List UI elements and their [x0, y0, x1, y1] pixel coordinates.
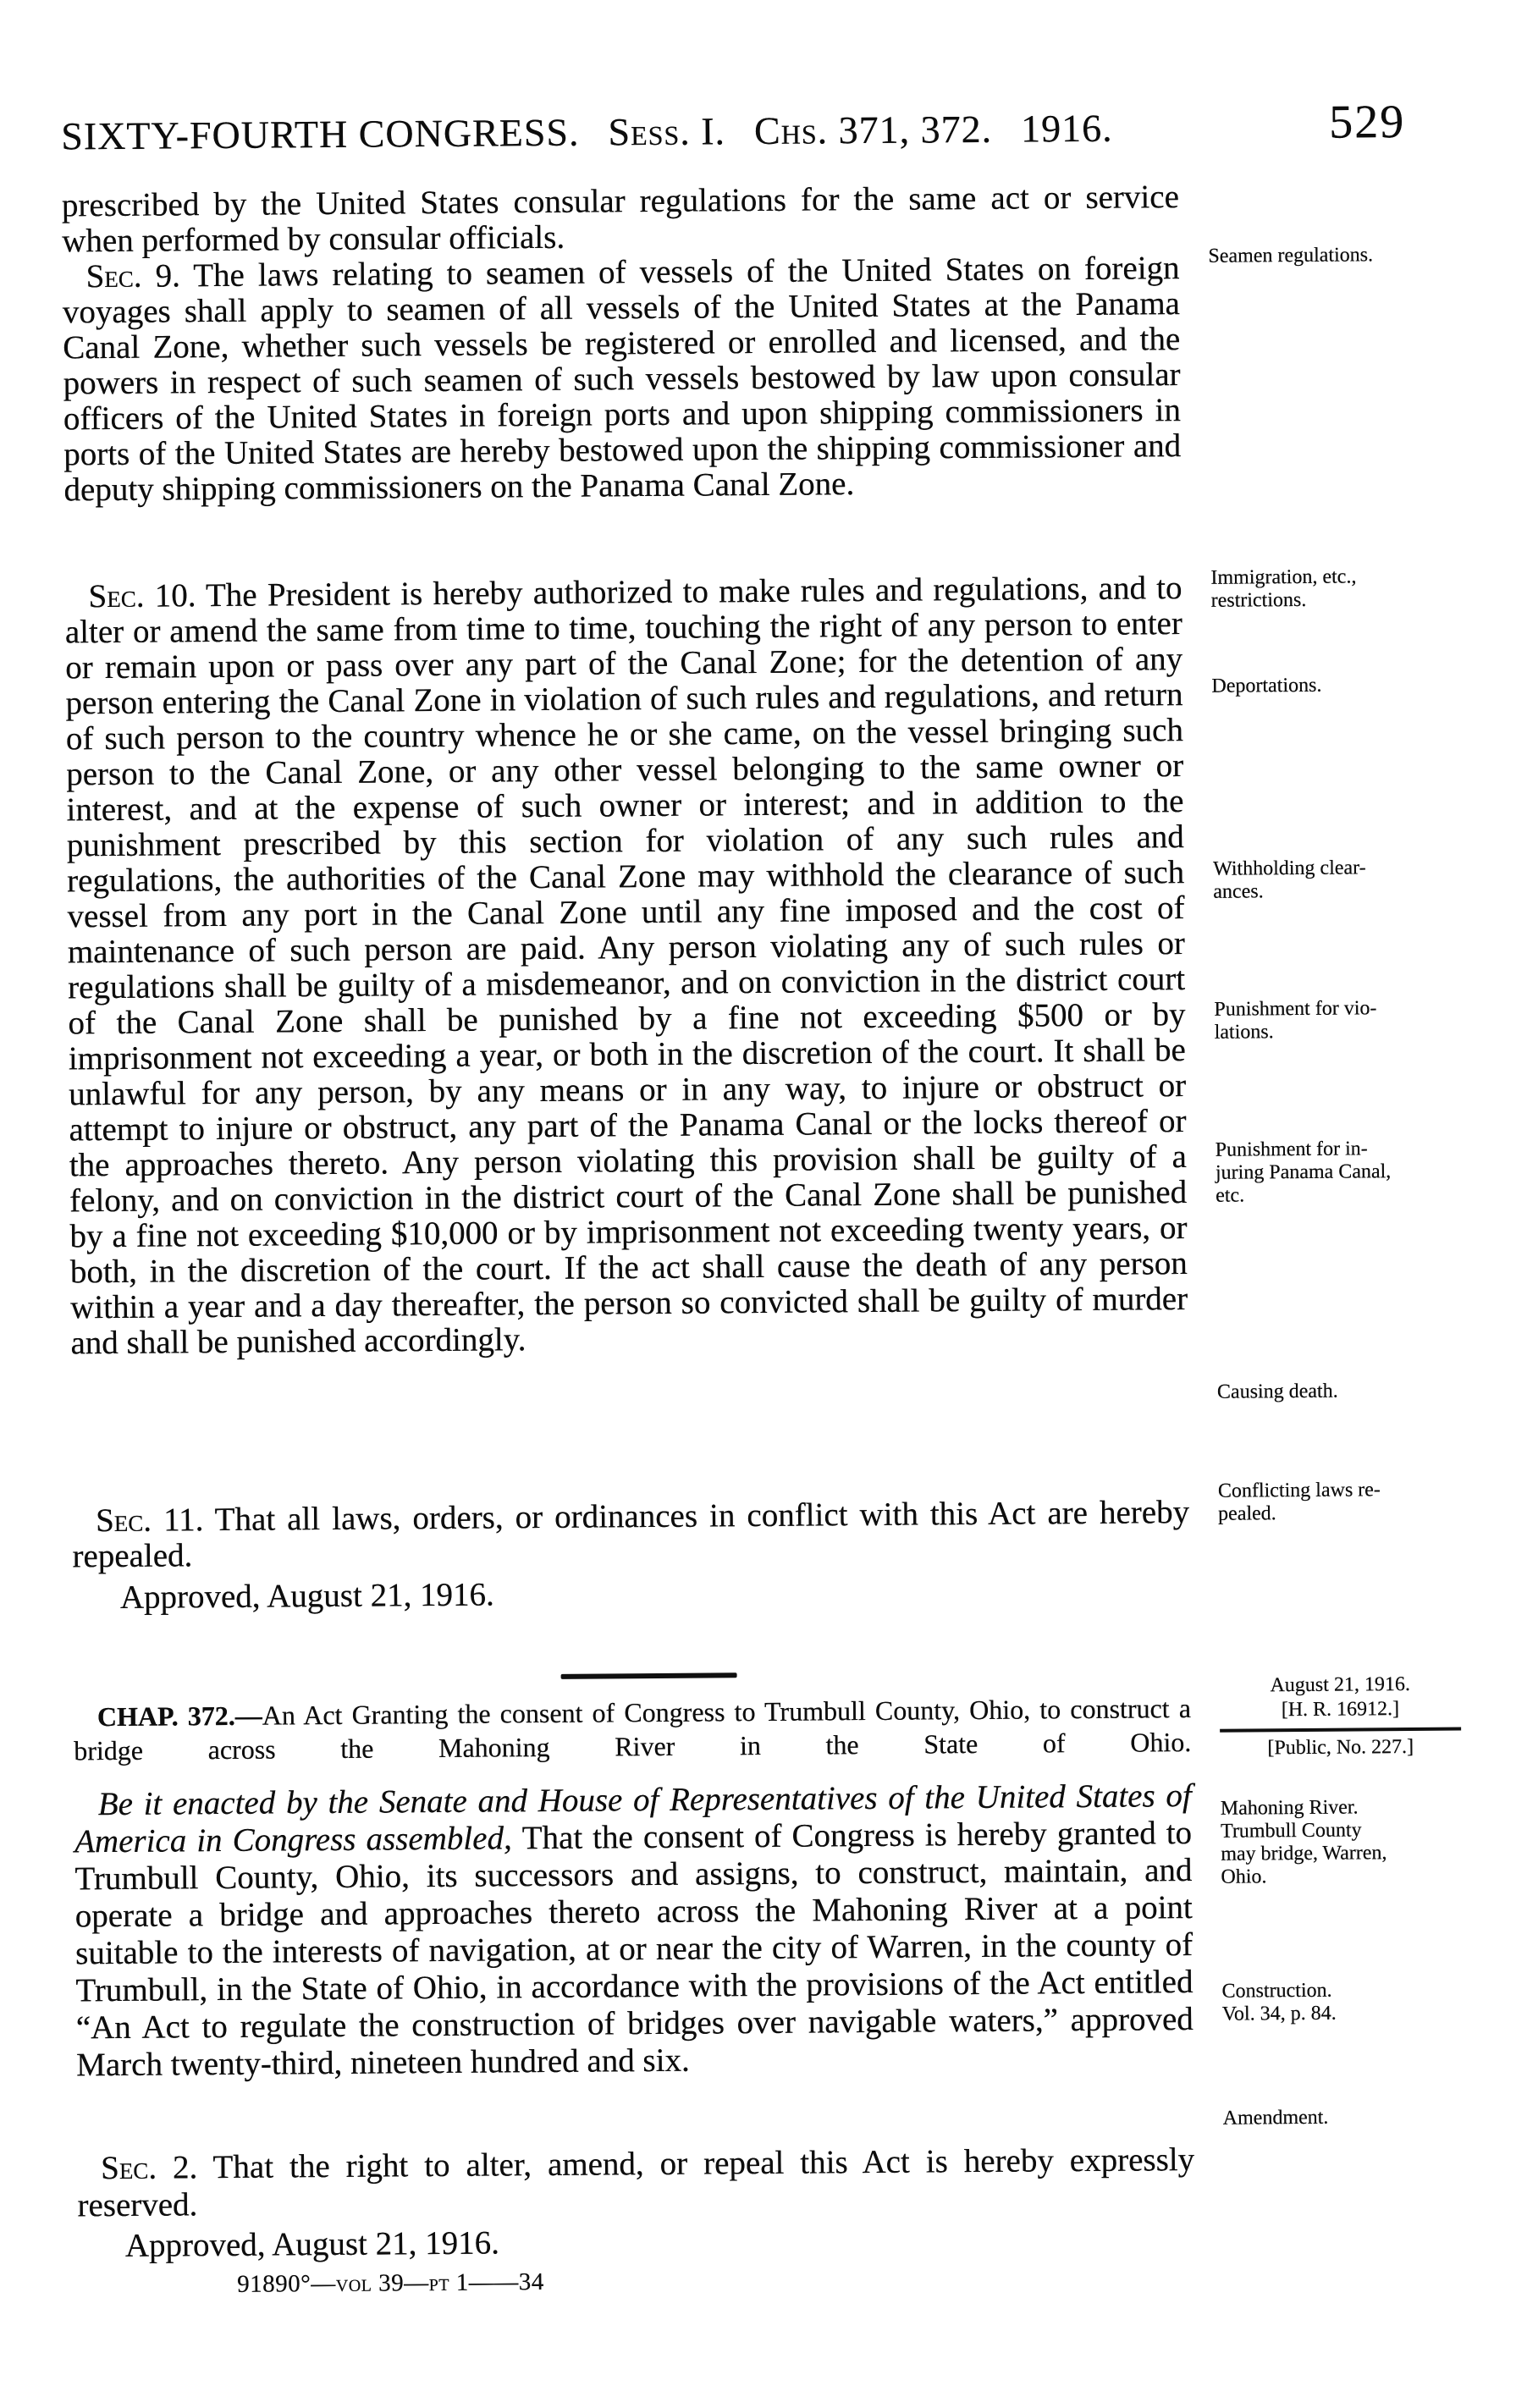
text-run: That the consent of Congress is hereby granted to Trumbull County, Ohio, its successors and assigns, to construct, maintain, and operate a bridge and approaches thereto across the Mahoning River at a point suitable to the interests of navigation, at or near the city of Warren, in the county of Trumbull, in the State of Ohio, in accordance with the provisions of the Act entitled “An Act to regulate the construction of bridges over navigable waters,” approved March twenty-third, nineteen hundred and six.	[74, 1815, 1194, 2084]
paragraph	[77, 2141, 1195, 2224]
margin-note-line: Withholding clear-	[1213, 857, 1366, 880]
margin-note-line: lations.	[1214, 1021, 1274, 1044]
margin-note-line: Trumbull County	[1220, 1819, 1362, 1843]
text-run: Sess. I.	[608, 109, 726, 154]
margin-note	[1221, 1978, 1463, 2025]
paragraph	[78, 2219, 1195, 2265]
margin-note-line: Amendment.	[1222, 2106, 1329, 2130]
margin-note-line: Causing death.	[1216, 1380, 1338, 1403]
text-run: 2. That the right to alter, amend, or repeal this Act is hereby expressly reserved.	[77, 2141, 1195, 2224]
margin-note-line: Deportations.	[1211, 674, 1322, 697]
text-run: Sec.	[85, 257, 142, 295]
text-run: 1——34	[449, 2268, 544, 2296]
margin-note-line: restrictions.	[1210, 588, 1307, 612]
text-run: SIXTY-FOURTH CONGRESS.	[61, 110, 580, 158]
text-run: Approved, August 21, 1916.	[119, 1576, 495, 1616]
approval-date: August 21, 1916.	[1270, 1672, 1410, 1697]
text-run: 9. The laws relating to seamen of vessels of the United States on foreign voyages shall apply to seamen of all vessels of the United States at the Panama Canal Zone, whether such vessels be registered or enrolled and licensed, and the powers in respect of such seamen of such vessels bestowed by law upon consular officers of the United States in foreign ports and upon shipping commissioners in ports of the United States are hereby bestowed upon the shipping commissioner and deputy shipping commissioners on the Panama Canal Zone.	[62, 250, 1182, 509]
margin-note	[1223, 2105, 1464, 2130]
public-number: [Public, No. 227.]	[1267, 1735, 1414, 1760]
margin-note-line: may bridge, Warren,	[1221, 1842, 1387, 1865]
text-run: Sec.	[100, 2149, 157, 2187]
margin-note-line: Vol. 34, p. 84.	[1221, 2002, 1337, 2025]
paragraph	[74, 1777, 1194, 2084]
text-run: 11. That all laws, orders, or ordinances in conflict with this Act are hereby repealed.	[72, 1494, 1190, 1575]
text-run: Sec.	[95, 1502, 152, 1540]
margin-note-line: Punishment for vio-	[1214, 997, 1377, 1021]
text-run: 10. The President is hereby authorized to make rules and regulations, and to alter or amend the same from time to time, touching the right of any person to enter or remain upon or pass over any part of the Canal Zone; for the detention of any person entering the Canal Zone in violation of such rules and regulations, and return of such person to the country whence he or she came, on the vessel bringing such person to the Canal Zone, or any other vessel belonging to the same owner or interest, and at the expense of such owner or interest; and in addition to the punishment prescribed by this section for violation of any such rules and regulations, the authorities of the Canal Zone may withhold the clearance of such vessel from any port in the Canal Zone until any fine imposed and the cost of maintenance of such person are paid. Any person violating any of such rules or regulations shall be guilty of a misdemeanor, and on conviction in the district court of the Canal Zone shall be punished by a fine not exceeding $500 or by imprisonment not exceeding a year, or both in the discretion of the court. It shall be unlawful for any person, by any means or in any way, to injure or obstruct or attempt to injure or obstruct, any part of the Panama Canal or the locks thereof or the approaches thereto. Any person violating this provision shall be guilty of a felony, and on conviction in the district court of the Canal Zone shall be punished by a fine not exceeding $10,000 or by imprisonment not exceeding twenty years, or both, in the discretion of the court. If the act shall cause the death of any person within a year and a day thereafter, the person so convicted shall be guilty of murder and shall be punished accordingly.	[64, 570, 1188, 1362]
text-run: Sec.	[88, 577, 145, 615]
margin-note-line: Construction.	[1221, 1979, 1332, 2003]
text-run: An Act Granting the consent of Congress to Trumbull County, Ohio, to construct a bridge across the Mahoning River in the State of Ohio.	[74, 1693, 1192, 1766]
margin-note-line: Seamen regulations.	[1208, 244, 1374, 267]
text-run: 91890°—	[237, 2269, 336, 2298]
margin-note-line: pealed.	[1218, 1502, 1276, 1525]
text-run: 1916.	[1020, 106, 1113, 151]
text-run: Chs. 371, 372.	[753, 107, 993, 153]
plate-footer	[237, 2268, 544, 2299]
margin-note-line: Mahoning River.	[1220, 1796, 1359, 1820]
margin-note-line: Immigration, etc.,	[1210, 565, 1357, 589]
margin-note-line: ances.	[1213, 880, 1264, 903]
margin-note-line: Conflicting laws re-	[1217, 1479, 1381, 1502]
text-run: Approved, August 21, 1916.	[124, 2224, 500, 2264]
act-372-body	[60, 0, 1196, 2408]
text-run: vol	[335, 2269, 372, 2297]
text-run: CHAP. 372.—	[96, 1700, 262, 1733]
margin-note-line: juring Panama Canal,	[1215, 1160, 1392, 1184]
margin-note-line: etc.	[1216, 1184, 1245, 1207]
hr-bill-number: [H. R. 16912.]	[1281, 1698, 1400, 1722]
text-run: prescribed by the United States consular regulations for the same act or service when performed by consular officials.	[61, 179, 1180, 260]
act-372-margin-notes	[1206, 0, 1466, 2405]
margin-note-line: Ohio.	[1221, 1865, 1267, 1888]
margin-note	[1221, 1796, 1463, 1889]
text-run: Be it enacted by the Senate and House of Representatives of the United States of America in Congress assembled,	[74, 1777, 1192, 1860]
text-run: pt	[428, 2268, 450, 2297]
text-run: 39—	[372, 2269, 429, 2297]
margin-note-line: Punishment for in-	[1215, 1138, 1368, 1161]
page-number: 529	[1328, 95, 1406, 149]
